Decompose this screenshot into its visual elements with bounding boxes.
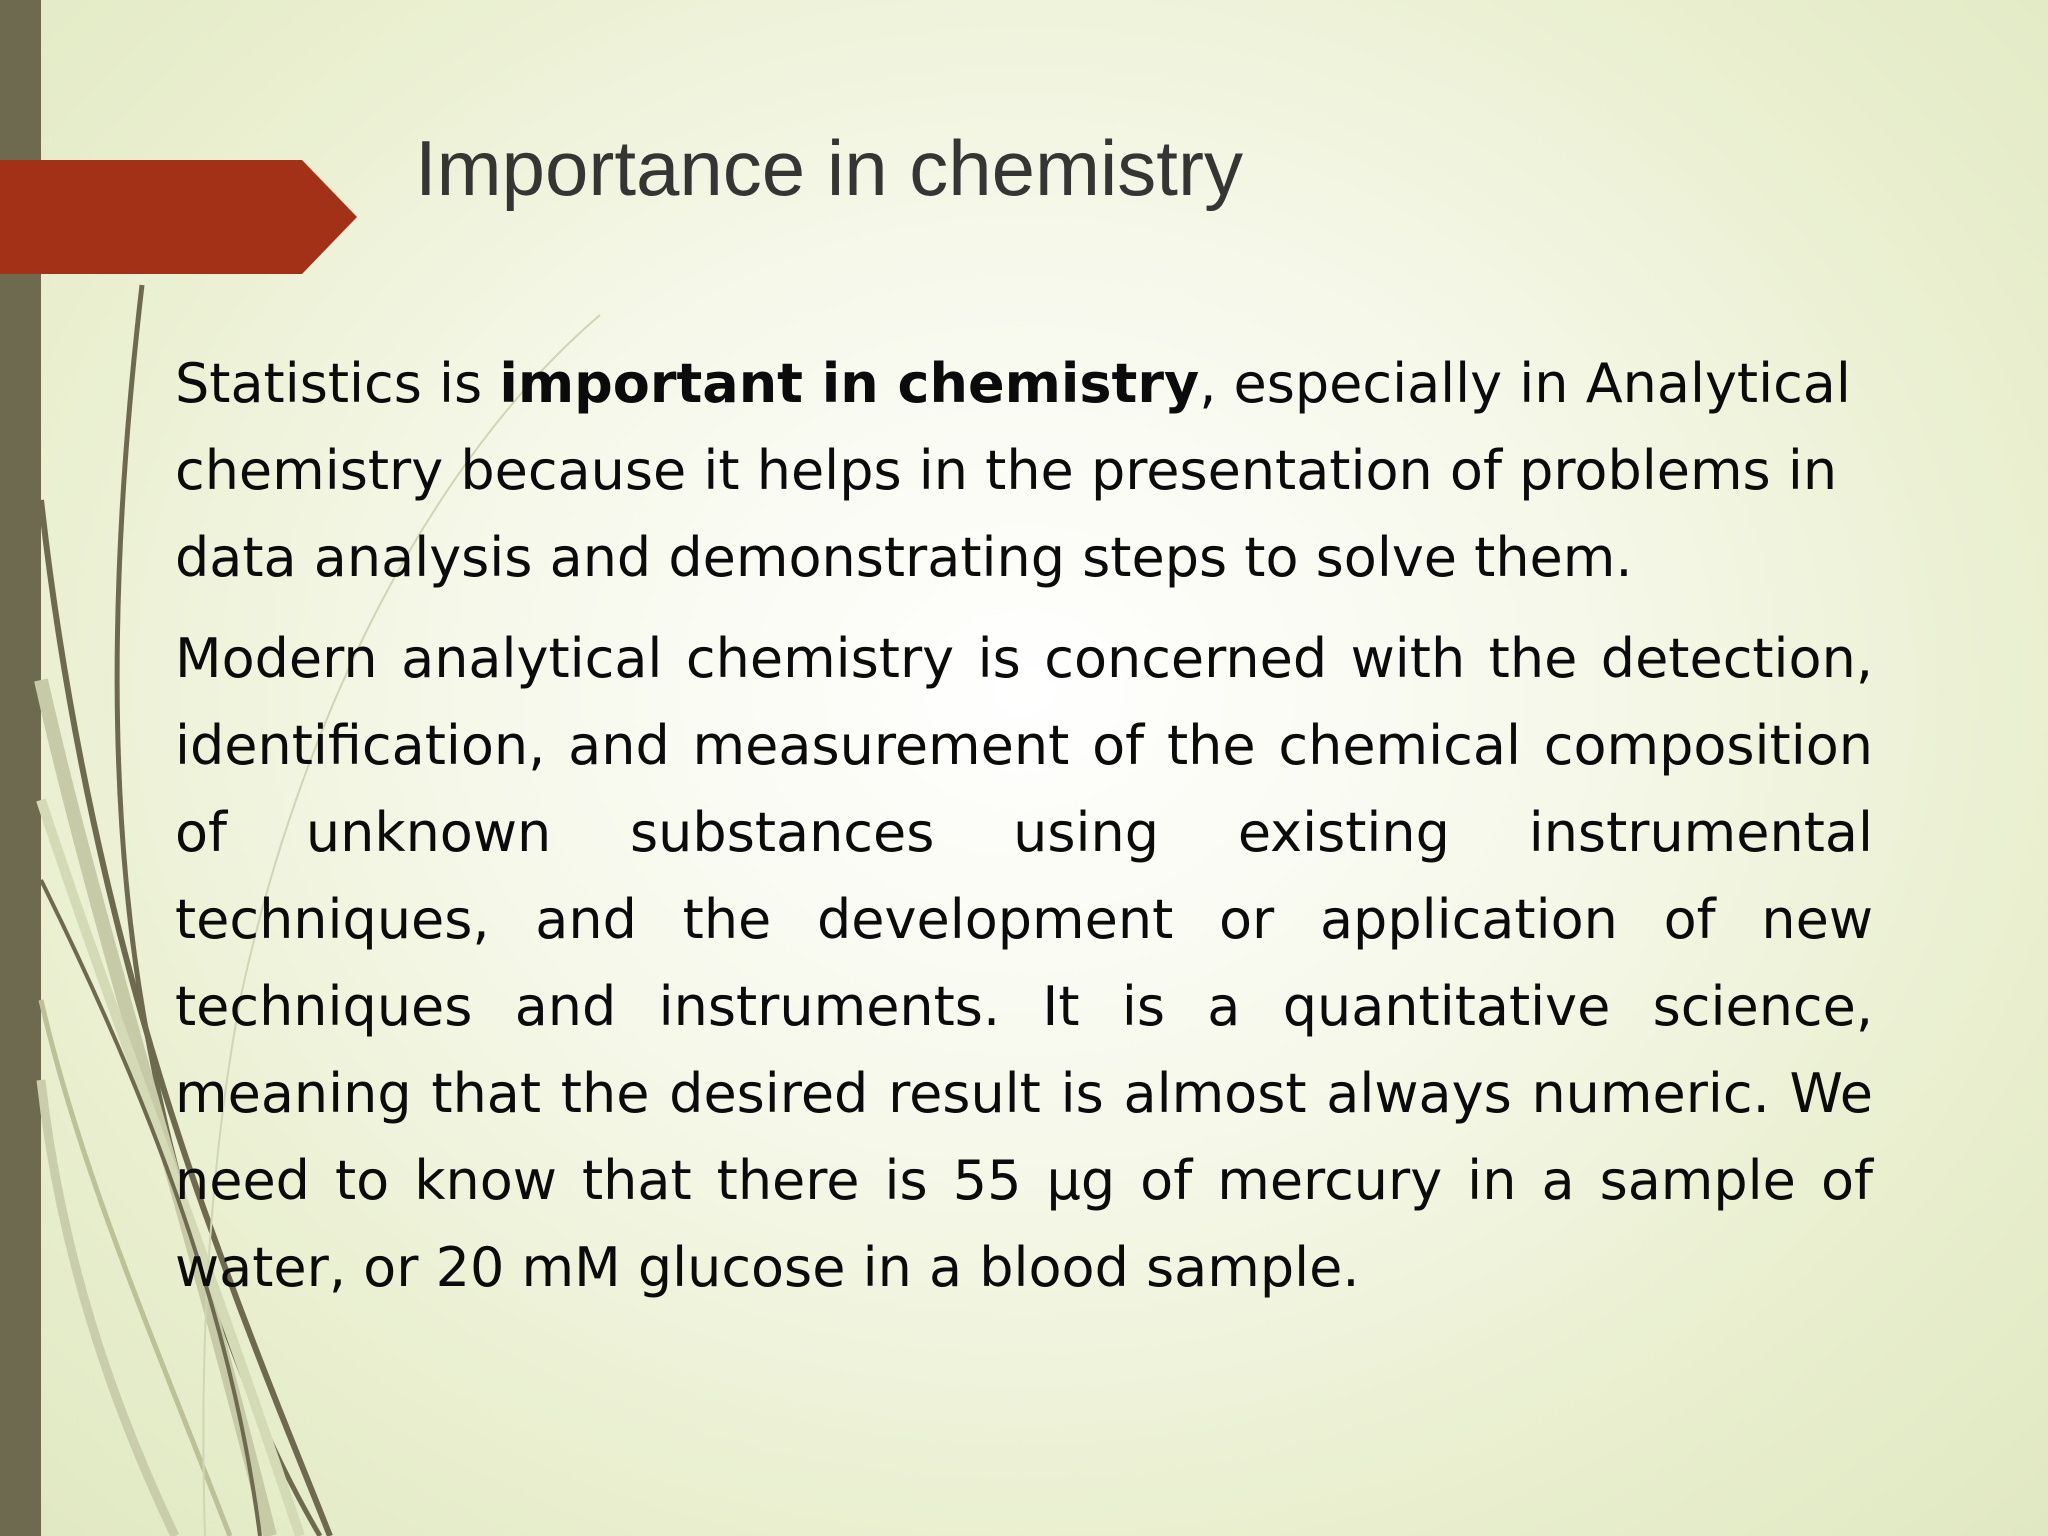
- paragraph-1-lead: Statistics is: [175, 352, 500, 415]
- slide-body: [175, 340, 1873, 1325]
- paragraph-analytical-chemistry: Modern analytical chemistry is concerned with the detection, identification, and measurement of the chemical composition of unknown substances using existing instrumental techniques, and the development or application of new techniques and instruments. It is a quantitative science, meaning that the desired result is almost always numeric. We need to know that there is 55 µg of mercury in a sample of water, or 20 mM glucose in a blood sample.: [175, 627, 1873, 1299]
- paragraph-1-bold: important in chemistry: [499, 352, 1200, 415]
- paragraph-statistics: [175, 340, 1873, 601]
- slide-title: Importance in chemistry: [415, 124, 1243, 212]
- paragraph-1-rest: , especially in Analytical chemistry because it helps in the presentation of problems in data analysis and demonstrating steps to solve them.: [175, 352, 1851, 589]
- title-arrow-marker: [0, 160, 357, 274]
